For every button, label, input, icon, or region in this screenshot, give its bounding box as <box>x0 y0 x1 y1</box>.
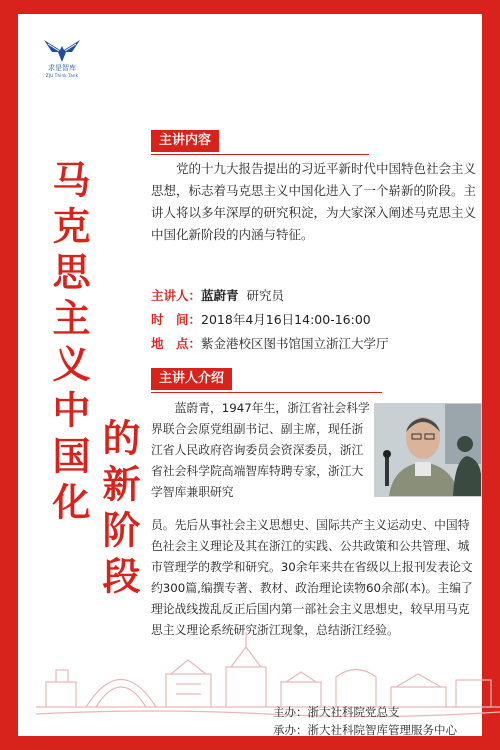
speaker-photo <box>374 403 482 497</box>
title-line-2: 的新阶段 <box>96 418 141 602</box>
speaker-name: 蓝蔚青 <box>201 288 239 303</box>
campus-skyline-illustration <box>36 612 500 722</box>
speaker-row <box>151 287 284 305</box>
speaker-portrait-image <box>375 404 481 496</box>
logo <box>38 36 86 79</box>
footer-host: 主办：浙大社科院党总支 <box>273 705 400 719</box>
eagle-logo-icon <box>42 36 82 64</box>
speaker-label: 主讲人： <box>151 288 202 303</box>
footer-organizer: 承办：浙大社科院智库管理服务中心 <box>273 723 457 737</box>
section-bio-text-rest: 员。先后从事社会主义思想史、国际共产主义运动史、中国特色社会主义理论及其在浙江的实践、公共政策和公共管理、城市管理学的教学和研究。30余年来共在省级以上报刊发表论文约300篇,编撰专著、教材、政治理论读物60余部(本)。主编了理论战线拨乱反正后国内第一部社会主义思想史，较早用马克思主义理论系统研究浙江现象，总结浙江经验。 <box>151 518 473 637</box>
logo-name-en: ZJU Think Tank <box>45 73 79 78</box>
section-content-text: 党的十九大报告提出的习近平新时代中国特色社会主义思想，标志着马克思主义中国化进入了一个崭新的阶段。主讲人将以多年深厚的研究积淀，为大家深入阐述马克思主义中国化新阶段的内涵与特征。 <box>151 161 477 242</box>
section-bio-label: 主讲人介绍 <box>151 368 232 390</box>
place-label: 地 点： <box>151 336 202 351</box>
time-value: 2018年4月16日14:00-16:00 <box>201 312 371 327</box>
section-content-label: 主讲内容 <box>151 130 219 152</box>
section-bio-text-top: 蓝蔚青，1947年生，浙江省社会科学界联合会原党组副书记、副主席，现任浙江省人民政府咨询委员会资深委员，浙江省社会科学院高端智库特聘专家，浙江大学智库兼职研究 <box>151 401 370 499</box>
time-row <box>151 311 371 329</box>
place-row <box>151 335 389 353</box>
place-value: 紫金港校区图书馆国立浙江大学厅 <box>201 336 389 351</box>
time-label: 时 间： <box>151 312 202 327</box>
speaker-title: 研究员 <box>246 288 284 303</box>
title-line-1: 马克思主义中国化 <box>46 160 91 528</box>
logo-name-cn: 求是智库 <box>48 64 76 72</box>
